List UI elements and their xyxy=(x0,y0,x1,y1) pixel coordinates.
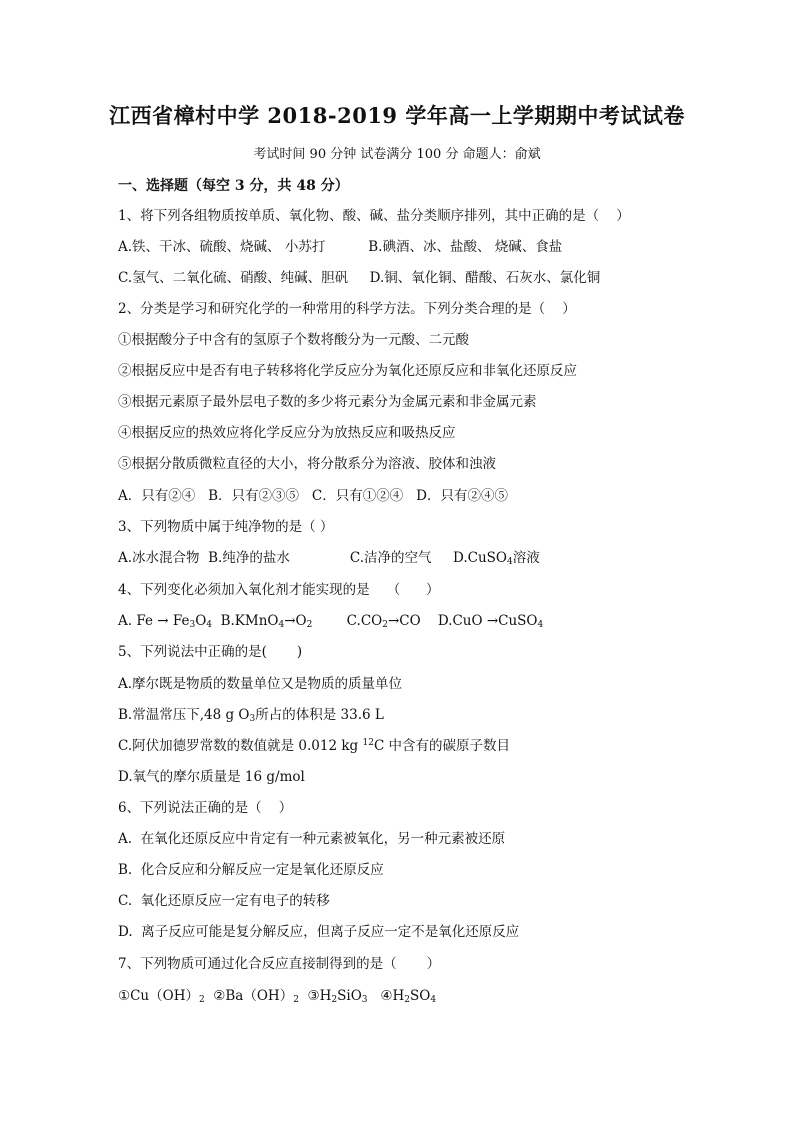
q4-opt-a2: O xyxy=(195,613,207,629)
q5-b-text: B.常温常压下,48 g O xyxy=(118,707,250,723)
q6-option-b: B. 化合反应和分解反应一定是氧化还原反应 xyxy=(118,862,384,878)
q7-options xyxy=(118,986,436,1006)
q4-options xyxy=(118,611,543,631)
q5-b-tail: 所占的体积是 33.6 L xyxy=(255,707,384,723)
q4-opt-cd: →CO D.CuO →CuSO xyxy=(387,613,538,629)
q4-sub: 4 xyxy=(206,620,213,630)
q4-sub: 4 xyxy=(537,620,544,630)
q5-option-c xyxy=(118,736,510,756)
q7-opt3b: SiO xyxy=(337,988,362,1004)
q7-sub: 2 xyxy=(198,995,205,1005)
q7-stem: 7、下列物质可通过化合反应直接制得到的是（ ） xyxy=(118,956,441,972)
q3-subscript: 4 xyxy=(506,557,513,567)
section-heading: 一、选择题（每空 3 分，共 48 分） xyxy=(118,178,349,194)
q5-c-text: C.阿伏加德罗常数的数值就是 0.012 kg xyxy=(118,738,363,754)
q2-statement-3: ③根据元素原子最外层电子数的多少将元素分为金属元素和非金属元素 xyxy=(118,394,537,410)
q1-options-ab: A.铁、干冰、硫酸、烧碱、 小苏打 B.碘酒、冰、盐酸、 烧碱、食盐 xyxy=(118,239,563,255)
q1-stem: 1、将下列各组物质按单质、氧化物、酸、碱、盐分类顺序排列，其中正确的是（ ） xyxy=(118,208,630,224)
q5-option-a: A.摩尔既是物质的数量单位又是物质的质量单位 xyxy=(118,676,403,692)
q2-statement-1: ①根据酸分子中含有的氢原子个数将酸分为一元酸、二元酸 xyxy=(118,332,469,348)
q5-option-b xyxy=(118,705,384,725)
q1-options-cd: C.氢气、二氧化硫、硝酸、纯碱、胆矾 D.铜、氧化铜、醋酸、石灰水、氯化铜 xyxy=(118,270,601,286)
q4-sub: 2 xyxy=(306,620,313,630)
q7-opt2: ②Ba（OH） xyxy=(204,988,294,1004)
q6-stem: 6、下列说法正确的是（ ） xyxy=(118,800,293,816)
q4-opt-c: C.CO xyxy=(312,613,383,629)
q4-sub: 4 xyxy=(278,620,285,630)
q2-statement-4: ④根据反应的热效应将化学反应分为放热反应和吸热反应 xyxy=(118,425,456,441)
q6-option-a: A. 在氧化还原反应中肯定有一种元素被氧化，另一种元素被还原 xyxy=(118,831,506,847)
q5-sup: 12 xyxy=(362,738,374,748)
q7-sub: 2 xyxy=(331,995,338,1005)
q2-stem: 2、分类是学习和研究化学的一种常用的科学方法。下列分类合理的是（ ） xyxy=(118,301,576,317)
q7-sub: 2 xyxy=(293,995,299,1005)
q7-opt4: ④H xyxy=(367,988,405,1004)
q3-options-text: A.冰水混合物 B.纯净的盐水 C.洁净的空气 D.CuSO xyxy=(118,550,507,566)
q4-opt-b: B.KMnO xyxy=(212,613,279,629)
q3-stem: 3、下列物质中属于纯净物的是（ ） xyxy=(118,519,334,535)
q2-statement-5: ⑤根据分散质微粒直径的大小，将分散系分为溶液、胶体和浊液 xyxy=(118,456,496,472)
q5-option-d: D.氧气的摩尔质量是 16 g/mol xyxy=(118,769,305,785)
q3-options xyxy=(118,548,540,568)
q6-option-d: D. 离子反应可能是复分解反应，但离子反应一定不是氧化还原反应 xyxy=(118,924,520,940)
exam-subtitle: 考试时间 90 分钟 试卷满分 100 分 命题人：俞斌 xyxy=(253,147,541,162)
q7-opt4b: SO xyxy=(410,988,431,1004)
q7-opt3: ③H xyxy=(298,988,332,1004)
q2-options: A．只有②④ B．只有②③⑤ C．只有①②④ D．只有②④⑤ xyxy=(118,488,508,504)
q4-opt-a: A. Fe → Fe xyxy=(118,613,190,629)
q3-options-tail: 溶液 xyxy=(512,550,540,566)
q4-sub: 3 xyxy=(189,620,196,630)
q7-sub: 4 xyxy=(430,995,437,1005)
q7-opt1: ①Cu（OH） xyxy=(118,988,199,1004)
q2-statement-2: ②根据反应中是否有电子转移将化学反应分为氧化还原反应和非氧化还原反应 xyxy=(118,363,577,379)
q5-c-tail: C 中含有的碳原子数目 xyxy=(373,738,511,754)
q4-opt-b2: →O xyxy=(284,613,307,629)
q4-stem: 4、下列变化必须加入氧化剂才能实现的是 （ ） xyxy=(118,582,440,598)
exam-title: 江西省樟村中学 2018-2019 学年高一上学期期中考试试卷 xyxy=(109,103,685,128)
q5-stem: 5、下列说法中正确的是( ) xyxy=(118,644,303,660)
q4-sub: 2 xyxy=(382,620,388,630)
q7-sub: 2 xyxy=(404,995,410,1005)
q5-sub: 3 xyxy=(249,714,256,724)
q7-sub: 3 xyxy=(361,995,368,1005)
q6-option-c: C. 氧化还原反应一定有电子的转移 xyxy=(118,893,330,909)
